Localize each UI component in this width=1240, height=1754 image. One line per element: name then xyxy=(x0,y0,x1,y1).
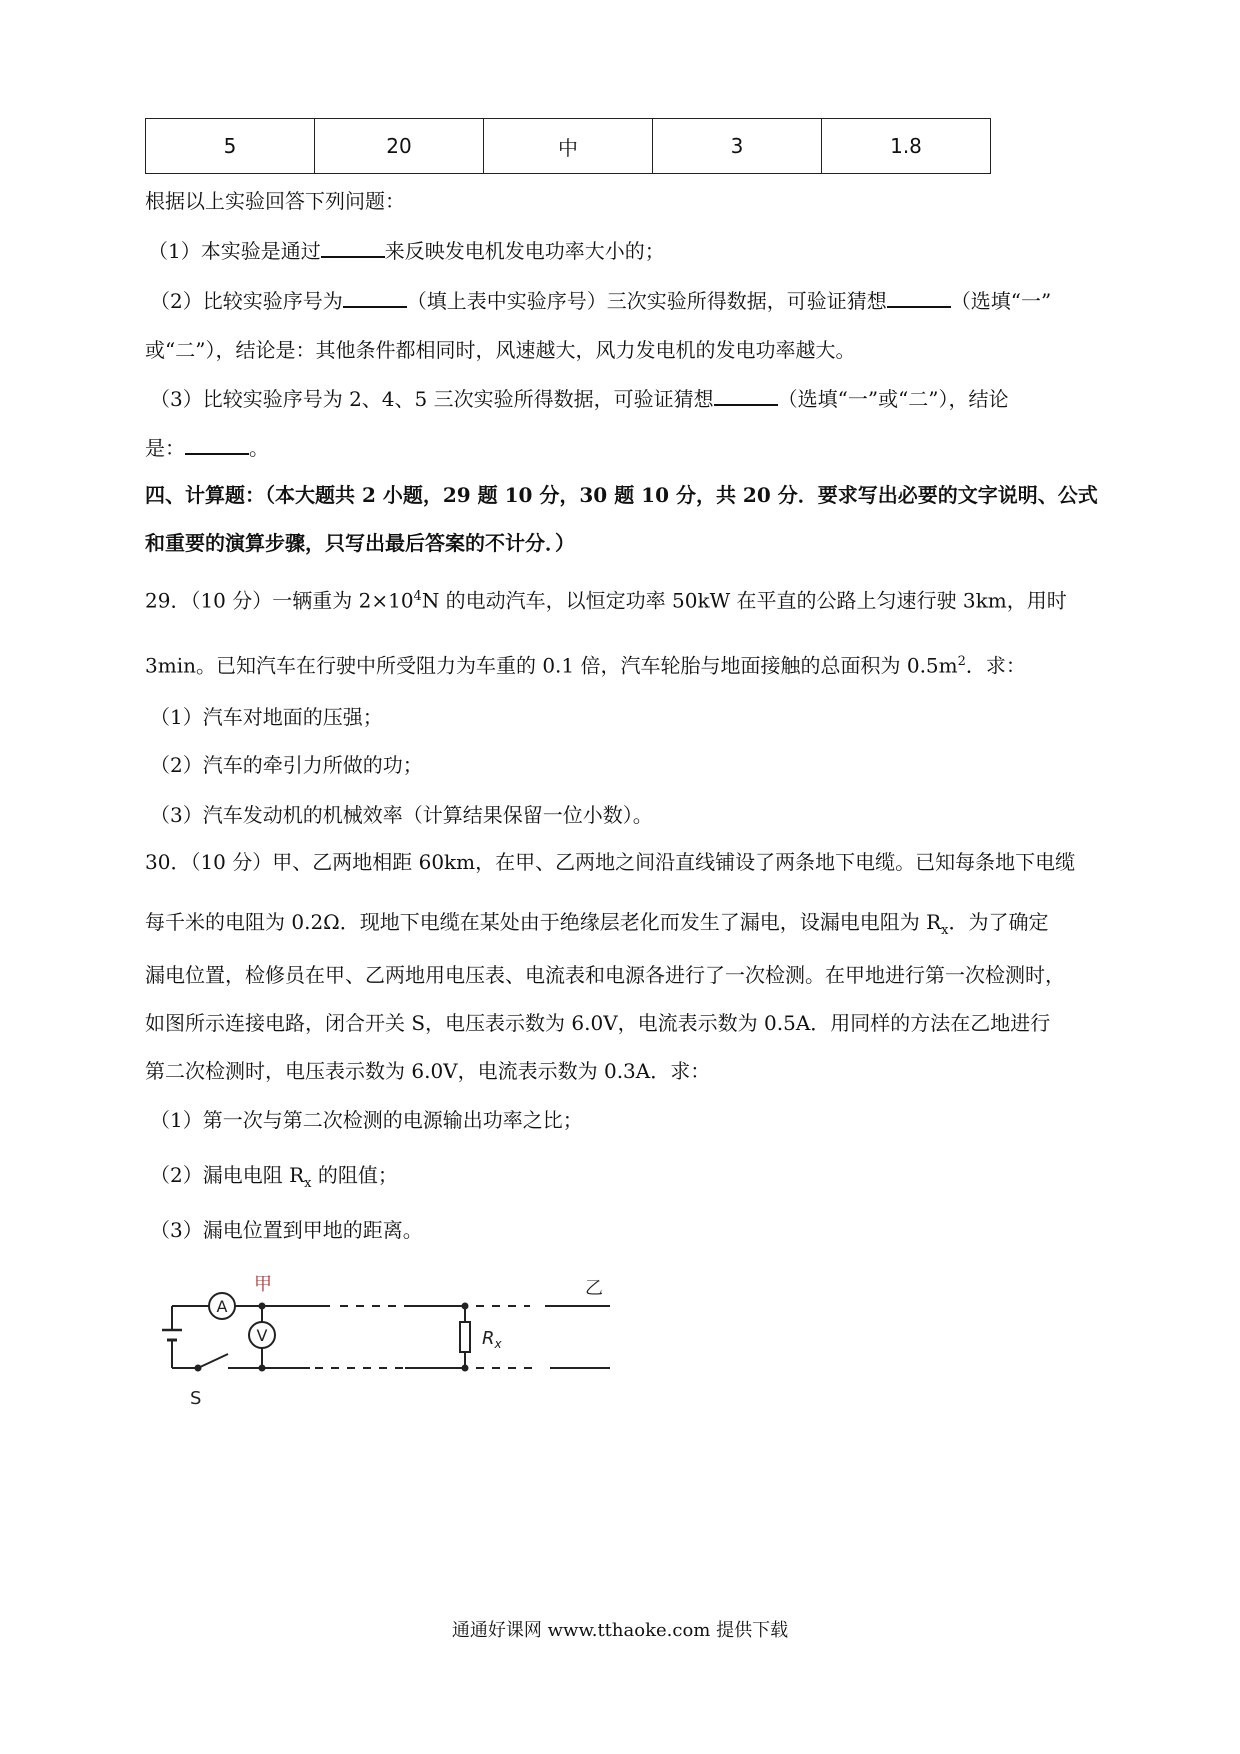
table-cell: 中 xyxy=(484,119,653,174)
q30-part-2-text-a: （2）漏电电阻 R xyxy=(150,1163,305,1187)
questions-intro: 根据以上实验回答下列问题： xyxy=(145,189,405,213)
q29-text-c: 3min。已知汽车在行驶中所受阻力为车重的 0.1 倍，汽车轮胎与地面接触的总面积为 0.5m xyxy=(145,653,958,678)
answer-blank xyxy=(714,386,778,406)
q29-line-1 xyxy=(145,582,1067,616)
q29-exponent: 2 xyxy=(957,654,966,669)
page-footer: 通通好课网 www.tthaoke.com 提供下载 xyxy=(451,1620,789,1641)
junction-dot xyxy=(462,1303,469,1310)
q30-line-1: 30．（10 分）甲、乙两地相距 60km，在甲、乙两地之间沿直线铺设了两条地下电缆。已知每条地下电缆 xyxy=(145,850,1076,874)
voltmeter-label: V xyxy=(256,1326,268,1345)
q29-part-1: （1）汽车对地面的压强； xyxy=(150,705,383,729)
experiment-table xyxy=(145,118,991,174)
question-1-text-a: （1）本实验是通过 xyxy=(148,239,321,263)
question-3-text-b: （选填“一”或“二”），结论 xyxy=(777,387,1009,411)
question-2-line-1 xyxy=(150,286,1051,316)
q30-subscript: x xyxy=(941,923,949,938)
question-3-line-1 xyxy=(150,384,1009,414)
q29-part-2: （2）汽车的牵引力所做的功； xyxy=(150,753,423,777)
q30-line-2 xyxy=(145,907,1049,946)
q30-line-4: 如图所示连接电路，闭合开关 S，电压表示数为 6.0V，电流表示数为 0.5A．用同样的方法在乙地进行 xyxy=(145,1011,1051,1035)
question-1 xyxy=(148,236,665,266)
q30-part-2 xyxy=(150,1160,398,1199)
answer-blank xyxy=(321,238,385,258)
question-3-text-d: 。 xyxy=(249,436,269,460)
q30-part-3: （3）漏电位置到甲地的距离。 xyxy=(150,1218,423,1242)
q29-text-d: ．求： xyxy=(965,653,1026,678)
resistor-icon xyxy=(460,1322,470,1352)
question-2-text-b: （填上表中实验序号）三次实验所得数据，可验证猜想 xyxy=(406,289,887,313)
table-cell: 20 xyxy=(315,119,484,174)
q30-line-5: 第二次检测时，电压表示数为 6.0V，电流表示数为 0.3A．求： xyxy=(145,1059,711,1083)
question-2-text-a: （2）比较实验序号为 xyxy=(150,289,343,313)
resistor-label xyxy=(482,1328,503,1351)
q30-part-1: （1）第一次与第二次检测的电源输出功率之比； xyxy=(150,1108,583,1132)
q29-part-3: （3）汽车发动机的机械效率（计算结果保留一位小数）。 xyxy=(150,803,653,827)
location-yi-label: 乙 xyxy=(585,1278,603,1299)
q30-line-3: 漏电位置，检修员在甲、乙两地用电压表、电流表和电源各进行了一次检测。在甲地进行第一次检测时， xyxy=(145,963,1065,987)
question-2-text-c: （选填“一” xyxy=(950,289,1052,313)
answer-blank xyxy=(343,288,407,308)
junction-dot xyxy=(259,1365,266,1372)
question-2-line-2: 或“二”），结论是：其他条件都相同时，风速越大，风力发电机的发电功率越大。 xyxy=(145,338,856,362)
resistor-label-sub: x xyxy=(494,1337,502,1351)
switch-blade xyxy=(198,1354,228,1368)
question-3-text-a: （3）比较实验序号为 2、4、5 三次实验所得数据，可验证猜想 xyxy=(150,387,714,411)
junction-dot xyxy=(259,1303,266,1310)
q30-text-b: ．为了确定 xyxy=(948,910,1049,934)
section-heading-line-2: 和重要的演算步骤，只写出最后答案的不计分．） xyxy=(145,531,575,555)
question-3-line-2 xyxy=(145,433,269,463)
section-heading-line-1: 四、计算题：（本大题共 2 小题，29 题 10 分，30 题 10 分，共 20 分．要求写出必要的文字说明、公式 xyxy=(145,483,1098,507)
ammeter-label: A xyxy=(216,1297,228,1316)
q29-text-b: N 的电动汽车，以恒定功率 50kW 在平直的公路上匀速行驶 3km，用时 xyxy=(421,588,1067,613)
answer-blank xyxy=(887,288,951,308)
q29-line-2 xyxy=(145,647,1026,681)
table-cell: 1.8 xyxy=(822,119,991,174)
q30-subscript: x xyxy=(304,1176,312,1191)
q30-text-a: 每千米的电阻为 0.2Ω．现地下电缆在某处由于绝缘层老化而发生了漏电，设漏电电阻为 R xyxy=(145,910,942,934)
circuit-diagram xyxy=(140,1262,700,1422)
table-cell: 5 xyxy=(146,119,315,174)
resistor-label-main: R xyxy=(482,1328,495,1349)
junction-dot xyxy=(462,1365,469,1372)
question-1-text-b: 来反映发电机发电功率大小的； xyxy=(384,239,665,263)
question-3-text-c: 是： xyxy=(145,436,185,460)
answer-blank xyxy=(185,435,249,455)
table-cell: 3 xyxy=(653,119,822,174)
q29-text-a: 29．（10 分）一辆重为 2×10 xyxy=(145,588,414,613)
table-row xyxy=(146,119,991,174)
q30-part-2-text-b: 的阻值； xyxy=(311,1163,398,1187)
location-jia-label: 甲 xyxy=(254,1274,272,1295)
switch-label: S xyxy=(190,1388,202,1409)
q29-exponent: 4 xyxy=(413,589,422,604)
